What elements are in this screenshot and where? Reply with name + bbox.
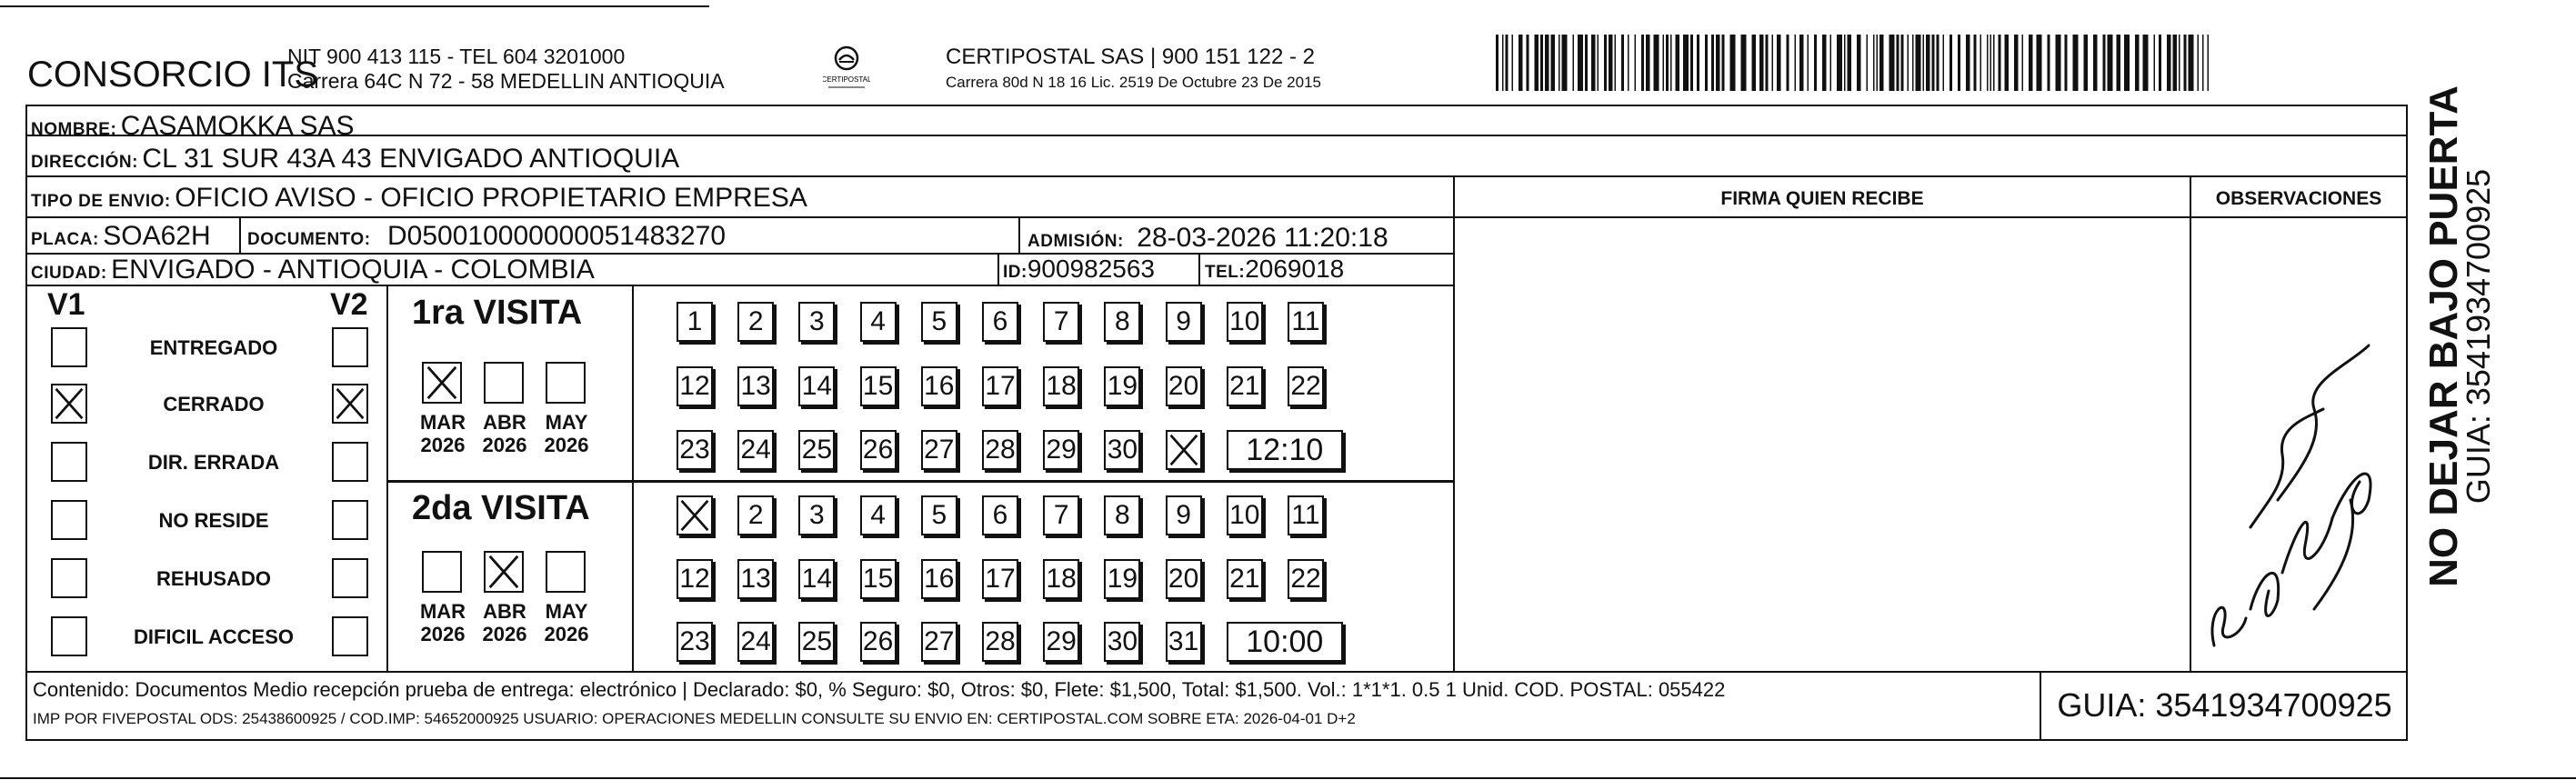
status-label: ENTREGADO bbox=[149, 336, 278, 359]
month-checkbox[interactable] bbox=[422, 551, 462, 593]
v1-checkbox[interactable] bbox=[51, 500, 87, 540]
month-year: 2026 bbox=[420, 434, 466, 457]
day-box[interactable]: 23 bbox=[677, 430, 713, 470]
day-box[interactable]: 9 bbox=[1166, 302, 1202, 342]
visit-divider bbox=[386, 480, 1453, 483]
day-box[interactable]: 8 bbox=[1104, 495, 1140, 535]
month-checkbox[interactable] bbox=[546, 551, 586, 593]
v2-label: V2 bbox=[330, 287, 368, 322]
day-box[interactable]: 23 bbox=[677, 622, 713, 662]
month-name: ABR bbox=[483, 411, 526, 434]
v1-checkbox[interactable] bbox=[51, 616, 87, 656]
day-box[interactable]: 30 bbox=[1104, 430, 1140, 470]
visit-time-box[interactable]: 12:10 bbox=[1227, 430, 1343, 470]
col-line bbox=[1198, 255, 1200, 285]
v1-checkbox[interactable] bbox=[51, 384, 87, 424]
ciudad-label: CIUDAD: bbox=[31, 264, 107, 283]
col-line bbox=[386, 285, 388, 671]
day-box[interactable]: 24 bbox=[737, 430, 774, 470]
month-label bbox=[413, 600, 473, 646]
month-name: MAY bbox=[545, 411, 588, 434]
day-box[interactable]: 2 bbox=[737, 495, 774, 535]
day-box[interactable]: 19 bbox=[1104, 559, 1140, 599]
day-box[interactable]: 18 bbox=[1043, 366, 1079, 406]
direccion-value: CL 31 SUR 43A 43 ENVIGADO ANTIOQUIA bbox=[142, 144, 680, 174]
second-visit-title: 2da VISITA bbox=[412, 489, 590, 527]
day-box[interactable]: 17 bbox=[982, 366, 1018, 406]
row-line bbox=[25, 285, 1453, 286]
placa-label: PLACA: bbox=[31, 230, 99, 249]
footer-imp-line: IMP POR FIVEPOSTAL ODS: 25438600925 / COD.IMP: 54652000925 USUARIO: OPERACIONES MEDELLIN CONSULTE SU ENVIO EN: CERTIPOSTAL.COM SOBRE ETA: 2026-04-01 D+2 bbox=[33, 710, 1356, 727]
obs-header-line bbox=[2190, 216, 2408, 218]
day-box[interactable]: 25 bbox=[798, 430, 835, 470]
top-edge-line bbox=[0, 5, 709, 7]
observaciones-header: OBSERVACIONES bbox=[2215, 188, 2382, 209]
documento-label: DOCUMENTO: bbox=[247, 230, 371, 249]
tipo-envio-label: TIPO DE ENVIO: bbox=[31, 192, 171, 211]
v2-checkbox[interactable] bbox=[332, 616, 368, 656]
month-label bbox=[536, 600, 596, 646]
day-box[interactable]: 18 bbox=[1043, 559, 1079, 599]
carrier-line: CERTIPOSTAL SAS | 900 151 122 - 2 bbox=[946, 45, 1315, 69]
col-line bbox=[2190, 175, 2191, 671]
day-box[interactable]: 7 bbox=[1043, 495, 1079, 535]
day-box[interactable]: 20 bbox=[1166, 366, 1202, 406]
col-line bbox=[632, 285, 634, 671]
day-box[interactable]: 26 bbox=[860, 622, 897, 662]
day-box[interactable]: 22 bbox=[1288, 559, 1324, 599]
day-box[interactable]: 21 bbox=[1227, 366, 1263, 406]
company-nit-line: NIT 900 413 115 - TEL 604 3201000 bbox=[287, 45, 626, 68]
day-box[interactable]: 10 bbox=[1227, 495, 1263, 535]
status-label: DIFICIL ACCESO bbox=[133, 625, 294, 648]
day-box[interactable]: 6 bbox=[982, 495, 1018, 535]
day-box[interactable]: 31 bbox=[1166, 622, 1202, 662]
day-box[interactable]: 25 bbox=[798, 622, 835, 662]
month-year: 2026 bbox=[420, 623, 466, 646]
day-box[interactable]: 27 bbox=[921, 430, 957, 470]
visit-time-box[interactable]: 10:00 bbox=[1227, 622, 1343, 662]
day-box[interactable]: 5 bbox=[921, 302, 957, 342]
row-line bbox=[25, 175, 2408, 177]
day-box[interactable]: 17 bbox=[982, 559, 1018, 599]
certipostal-logo bbox=[823, 44, 870, 95]
nombre-value: CASAMOKKA SAS bbox=[120, 111, 355, 141]
v1-label: V1 bbox=[47, 287, 85, 322]
month-label bbox=[413, 411, 473, 457]
day-box[interactable]: 26 bbox=[860, 430, 897, 470]
month-name: MAY bbox=[545, 600, 588, 623]
row-line bbox=[25, 135, 2408, 136]
day-box[interactable]: 11 bbox=[1288, 302, 1324, 342]
v2-checkbox[interactable] bbox=[332, 442, 368, 482]
month-year: 2026 bbox=[544, 623, 589, 646]
carrier-license-line: Carrera 80d N 18 16 Lic. 2519 De Octubre 23 De 2015 bbox=[946, 74, 1321, 91]
day-box[interactable]: 9 bbox=[1166, 495, 1202, 535]
admision-label: ADMISIÓN: bbox=[1027, 232, 1124, 251]
month-year: 2026 bbox=[544, 434, 589, 457]
v2-checkbox[interactable] bbox=[332, 558, 368, 598]
day-box[interactable]: 30 bbox=[1104, 622, 1140, 662]
day-box[interactable]: 8 bbox=[1104, 302, 1140, 342]
day-box[interactable]: 28 bbox=[982, 622, 1018, 662]
direccion-label: DIRECCIÓN: bbox=[31, 153, 138, 172]
tel-value: 2069018 bbox=[1245, 255, 1345, 283]
month-year: 2026 bbox=[482, 623, 527, 646]
documento-value: D050010000000051483270 bbox=[387, 221, 727, 251]
status-label: REHUSADO bbox=[156, 567, 271, 590]
day-box[interactable]: 6 bbox=[982, 302, 1018, 342]
company-address-line: Carrera 64C N 72 - 58 MEDELLIN ANTIOQUIA bbox=[287, 69, 725, 93]
side-warning: NO DEJAR BAJO PUERTA bbox=[2421, 85, 2466, 587]
v1-checkbox[interactable] bbox=[51, 558, 87, 598]
day-box[interactable]: 16 bbox=[921, 366, 957, 406]
footer-content-line: Contenido: Documentos Medio recepción prueba de entrega: electrónico | Declarado: $0, % Seguro: $0, Otros: $0, Flete: $1,500, Total: $1,500. Vol.: 1*1*1. 0.5 1 Unid. COD. POSTAL: 055422 bbox=[33, 678, 1726, 701]
id-value: 900982563 bbox=[1027, 255, 1155, 283]
col-line bbox=[239, 218, 241, 253]
row-line bbox=[25, 216, 2408, 218]
day-box[interactable]: 27 bbox=[921, 622, 957, 662]
day-box[interactable]: 7 bbox=[1043, 302, 1079, 342]
side-guia: GUIA: 3541934700925 bbox=[2460, 168, 2497, 505]
v2-checkbox[interactable] bbox=[332, 500, 368, 540]
day-box[interactable]: 29 bbox=[1043, 430, 1079, 470]
tel-label: TEL: bbox=[1205, 263, 1246, 282]
logo-text: CERTIPOSTAL bbox=[823, 75, 870, 84]
day-box[interactable]: 24 bbox=[737, 622, 774, 662]
day-box[interactable]: 12 bbox=[677, 559, 713, 599]
day-box[interactable]: 12 bbox=[677, 366, 713, 406]
day-box[interactable]: 11 bbox=[1288, 495, 1324, 535]
day-box[interactable]: 13 bbox=[737, 559, 774, 599]
month-label bbox=[475, 600, 535, 646]
col-line bbox=[1453, 175, 1455, 671]
day-box[interactable]: 15 bbox=[860, 366, 897, 406]
barcode bbox=[1496, 35, 2223, 98]
month-name: ABR bbox=[483, 600, 526, 623]
id-label: ID: bbox=[1003, 263, 1027, 282]
day-box[interactable]: 29 bbox=[1043, 622, 1079, 662]
day-box[interactable]: 5 bbox=[921, 495, 957, 535]
day-box[interactable]: 1 bbox=[677, 302, 713, 342]
first-visit-title: 1ra VISITA bbox=[412, 294, 583, 332]
day-box[interactable]: 16 bbox=[921, 559, 957, 599]
day-box[interactable]: 3 bbox=[798, 495, 835, 535]
day-box[interactable]: 20 bbox=[1166, 559, 1202, 599]
month-checkbox[interactable] bbox=[484, 551, 524, 593]
day-box[interactable]: 14 bbox=[798, 559, 835, 599]
day-box[interactable]: 13 bbox=[737, 366, 774, 406]
month-label bbox=[536, 411, 596, 457]
bottom-edge-line bbox=[0, 777, 2576, 779]
admision-value: 28-03-2026 11:20:18 bbox=[1137, 223, 1388, 253]
day-box[interactable]: 14 bbox=[798, 366, 835, 406]
status-label: DIR. ERRADA bbox=[147, 451, 280, 474]
day-box[interactable]: 28 bbox=[982, 430, 1018, 470]
v1-checkbox[interactable] bbox=[51, 327, 87, 367]
day-box[interactable] bbox=[677, 495, 713, 535]
day-box[interactable] bbox=[1166, 430, 1202, 470]
month-year: 2026 bbox=[482, 434, 527, 457]
day-box[interactable]: 4 bbox=[860, 495, 897, 535]
ciudad-value: ENVIGADO - ANTIOQUIA - COLOMBIA bbox=[111, 255, 595, 285]
handwritten-signature bbox=[2196, 227, 2405, 664]
month-checkbox[interactable] bbox=[546, 362, 586, 404]
placa-value: SOA62H bbox=[103, 221, 211, 251]
tipo-envio-value: OFICIO AVISO - OFICIO PROPIETARIO EMPRESA bbox=[175, 183, 807, 213]
day-box[interactable]: 4 bbox=[860, 302, 897, 342]
month-checkbox[interactable] bbox=[422, 362, 462, 404]
v2-checkbox[interactable] bbox=[332, 384, 368, 424]
status-label: NO RESIDE bbox=[158, 509, 269, 532]
day-box[interactable]: 22 bbox=[1288, 366, 1324, 406]
day-box[interactable]: 21 bbox=[1227, 559, 1263, 599]
col-line bbox=[1018, 218, 1020, 253]
col-line bbox=[997, 255, 999, 285]
day-box[interactable]: 3 bbox=[798, 302, 835, 342]
day-box[interactable]: 19 bbox=[1104, 366, 1140, 406]
v1-checkbox[interactable] bbox=[51, 442, 87, 482]
day-box[interactable]: 10 bbox=[1227, 302, 1263, 342]
month-checkbox[interactable] bbox=[484, 362, 524, 404]
company-name: CONSORCIO ITS bbox=[27, 55, 319, 95]
month-name: MAR bbox=[419, 411, 466, 434]
month-name: MAR bbox=[419, 600, 466, 623]
month-label bbox=[475, 411, 535, 457]
footer-guia: GUIA: 3541934700925 bbox=[2057, 686, 2392, 724]
day-box[interactable]: 2 bbox=[737, 302, 774, 342]
footer-line bbox=[25, 671, 2408, 673]
v2-checkbox[interactable] bbox=[332, 327, 368, 367]
status-label: CERRADO bbox=[163, 393, 265, 415]
nombre-label: NOMBRE: bbox=[31, 120, 117, 139]
day-box[interactable]: 15 bbox=[860, 559, 897, 599]
firma-header: FIRMA QUIEN RECIBE bbox=[1720, 188, 1924, 209]
